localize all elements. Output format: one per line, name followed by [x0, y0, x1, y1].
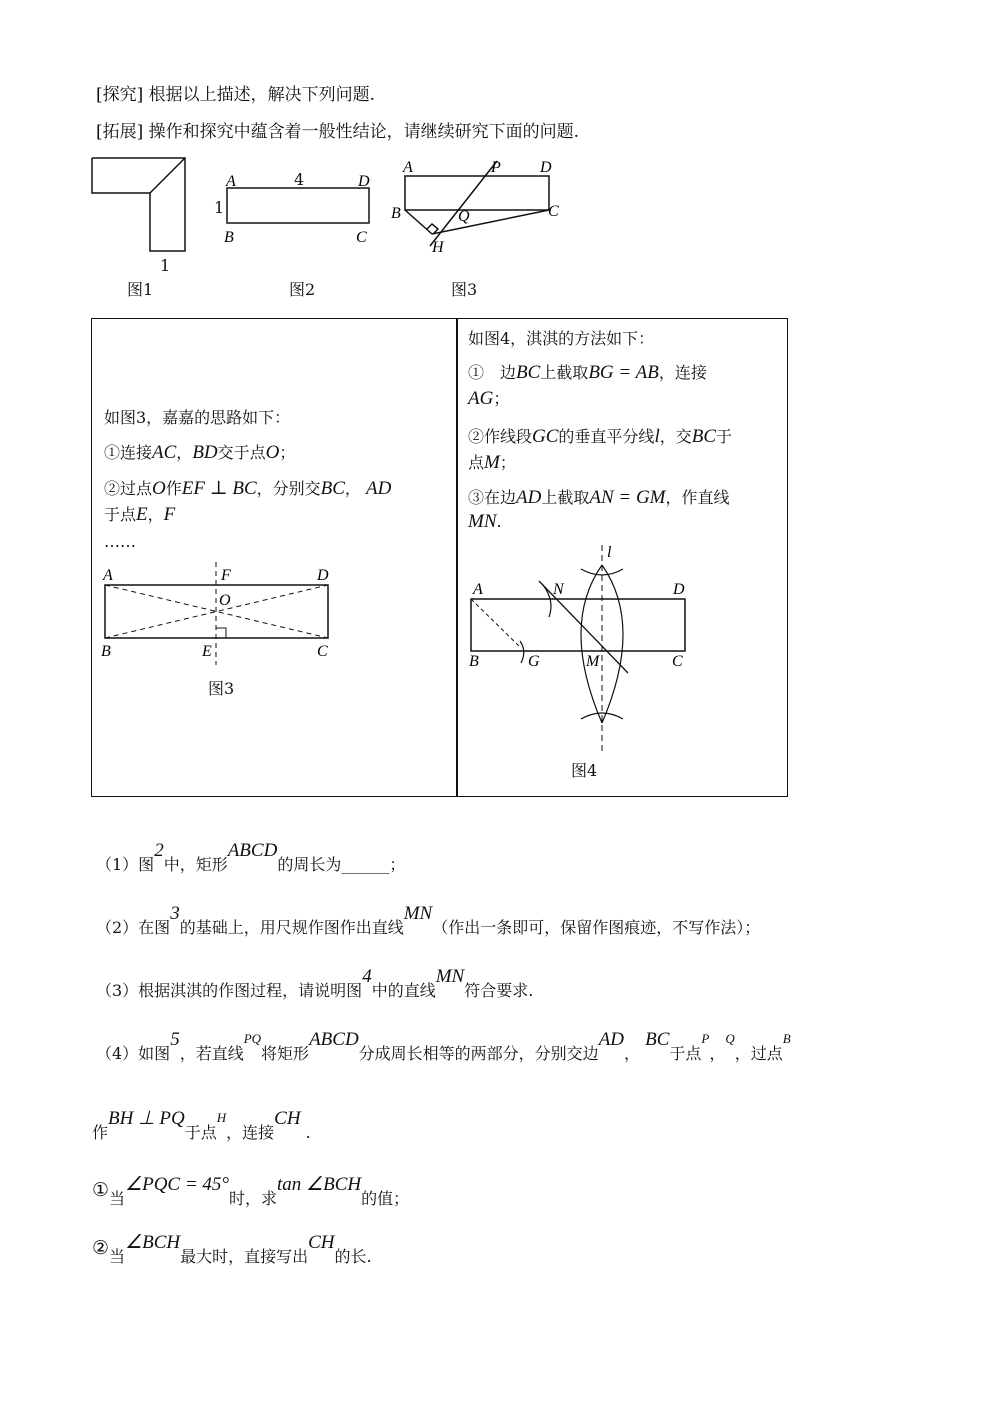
extend-line: [拓展] 操作和探究中蕴含着一般性结论，请继续研究下面的问题.: [96, 122, 580, 142]
svg-text:D: D: [317, 567, 329, 584]
left-line3: ②过点O作EF ⊥ BC，分别交BC， AD: [104, 478, 392, 499]
svg-text:l: l: [607, 545, 612, 561]
question-4: （4）如图5，若直线$^{PQ}$将矩形ABCD分成周长相等的两部分，分别交边AD， BC于点$^P$，$^Q$，过点$^B$: [96, 1029, 791, 1063]
question-2: （2）在图3的基础上，用尺规作图作出直线MN（作出一条即可，保留作图痕迹，不写作法）；: [96, 903, 761, 937]
svg-text:B: B: [101, 643, 111, 660]
svg-text:F: F: [221, 567, 231, 584]
svg-text:C: C: [672, 653, 683, 670]
question-3: （3）根据淇淇的作图过程，请说明图4中的直线MN符合要求.: [96, 966, 534, 1000]
left-caption: 图3: [208, 679, 235, 698]
right-step1: ① 边BC上截取BG = AB，连接: [468, 362, 707, 383]
svg-text:P: P: [491, 159, 501, 176]
svg-text:O: O: [219, 592, 231, 609]
right-step2: ②作线段GC的垂直平分线l，交BC于: [468, 426, 733, 447]
svg-text:D: D: [673, 581, 685, 598]
fig2-side-label: 1: [214, 198, 225, 217]
svg-text:M: M: [586, 653, 600, 670]
fig2-top-label: 4: [294, 170, 305, 189]
fig3-shape: [405, 161, 549, 246]
right-caption: 图4: [571, 761, 598, 780]
right-fig4: [465, 545, 695, 755]
fig2-caption: 图2: [289, 280, 316, 299]
question-1: （1）图2中，矩形ABCD的周长为______；: [96, 840, 406, 874]
svg-text:C: C: [317, 643, 328, 660]
left-line1: 如图3，嘉嘉的思路如下：: [104, 408, 291, 427]
right-step2-cont: 点M；: [468, 452, 516, 473]
fig3-caption: 图3: [451, 280, 478, 299]
right-step3-cont: MN.: [468, 511, 502, 532]
left-line2: ①连接AC，BD交于点O；: [104, 442, 296, 463]
svg-text:D: D: [540, 159, 552, 176]
svg-text:B: B: [224, 229, 234, 246]
svg-text:C: C: [356, 229, 367, 246]
question-4-cont: 作BH ⊥ PQ于点$^H$，连接CH .: [92, 1108, 311, 1142]
right-line1: 如图4，淇淇的方法如下：: [468, 329, 655, 348]
svg-text:N: N: [553, 581, 564, 598]
svg-text:Q: Q: [458, 208, 470, 225]
subquestion-1: ①当∠PQC = 45°时，求tan ∠BCH的值；: [92, 1174, 410, 1208]
fig2-rect: [227, 188, 369, 223]
fig1-shape: [92, 158, 185, 251]
fig1-caption: 图1: [127, 280, 154, 299]
svg-text:A: A: [473, 581, 483, 598]
right-step3: ③在边AD上截取AN = GM，作直线: [468, 487, 730, 508]
svg-text:H: H: [432, 239, 444, 256]
table-divider: [456, 319, 458, 796]
subquestion-2: ②当∠BCH最大时，直接写出CH的长.: [92, 1232, 372, 1266]
svg-text:D: D: [358, 173, 370, 190]
right-step1-cont: AG；: [468, 388, 510, 409]
explore-line: [探究] 根据以上描述，解决下列问题.: [96, 85, 376, 105]
svg-text:C: C: [548, 203, 559, 220]
svg-text:A: A: [226, 173, 236, 190]
left-line4: 于点E，F: [104, 504, 176, 525]
svg-text:G: G: [528, 653, 540, 670]
fig1-side-label: 1: [160, 256, 171, 275]
svg-text:B: B: [469, 653, 479, 670]
left-fig3: [95, 560, 345, 670]
left-dots: ……: [104, 532, 136, 551]
svg-text:A: A: [103, 567, 113, 584]
svg-text:E: E: [202, 643, 212, 660]
svg-text:A: A: [403, 159, 413, 176]
svg-text:B: B: [391, 205, 401, 222]
